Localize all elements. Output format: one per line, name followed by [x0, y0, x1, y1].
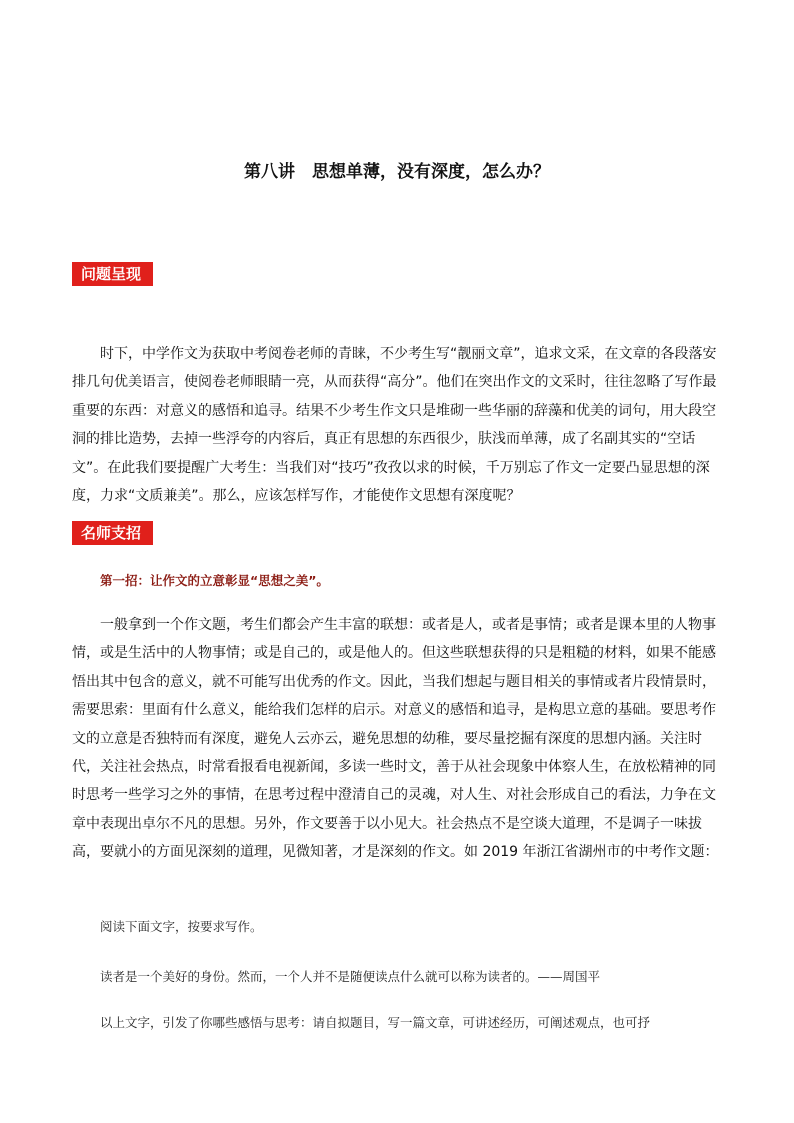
lecture-title: 第八讲 思想单薄，没有深度，怎么办？	[244, 162, 550, 182]
problem-paragraph: 时下，中学作文为获取中考阅卷老师的青睐，不少考生写“靓丽文章”，追求文采，在文章的各段落安排几句优美语言，使阅卷老师眼睛一亮，从而获得“高分”。他们在突出作文的文采时，往往忽略了写作最重要的东西：对意义的感悟和追寻。结果不少考生作文只是堆砌一些华丽的辞藻和优美的词句，用大段空洞的排比造势，去掉一些浮夸的内容后，真正有思想的东西很少，肤浅而单薄，成了名副其实的“空话文”。在此我们要提醒广大考生：当我们对“技巧”孜孜以求的时候，千万别忘了作文一定要凸显思想的深度，力求“文质兼美”。那么，应该怎样写作，才能使作文思想有深度呢？	[72, 346, 717, 505]
tip1-paragraph: 一般拿到一个作文题，考生们都会产生丰富的联想：或者是人，或者是事情；或者是课本里的人物事情，或是生活中的人物事情；或是自己的，或是他人的。但这些联想获得的只是粗糙的材料，如果不能感悟出其中包含的意义，就不可能写出优秀的作文。因此，当我们想起与题目相关的事情或者片段情景时，需要思索：里面有什么意义，能给我们怎样的启示。对意义的感悟和追寻，是构思立意的基础。要思考作文的立意是否独特而有深度，避免人云亦云，避免思想的幼稚，要尽量挖掘有深度的思想内涵。关注时代，关注社会热点，时常看报看电视新闻，多读一些时文，善于从社会现象中体察人生，在放松精神的同时思考一些学习之外的事情，在思考过程中澄清自己的灵魂，对人生、对社会形成自己的看法，力争在文章中表现出卓尔不凡的思想。另外，作文要善于以小见大。社会热点不是空谈大道理，不是调子一味拔高，要就小的方面见深刻的道理，见微知著，才是深刻的作文。如 2019 年浙江省湖州市的中考作文题：	[72, 617, 719, 861]
quote-line-2: 读者是一个美好的身份。然而，一个人并不是随便读点什么就可以称为读者的。——周国平	[100, 969, 601, 984]
quote-line-3: 以上文字，引发了你哪些感悟与思考：请自拟题目，写一篇文章，可讲述经历，可阐述观点，也可抒	[100, 1015, 651, 1030]
section-tag-tips: 名师支招	[72, 521, 153, 545]
tip1-heading: 第一招：让作文的立意彰显“思想之美”。	[100, 573, 329, 588]
quote-line-1: 阅读下面文字，按要求写作。	[100, 919, 263, 934]
section-tag-problem: 问题呈现	[72, 262, 153, 286]
